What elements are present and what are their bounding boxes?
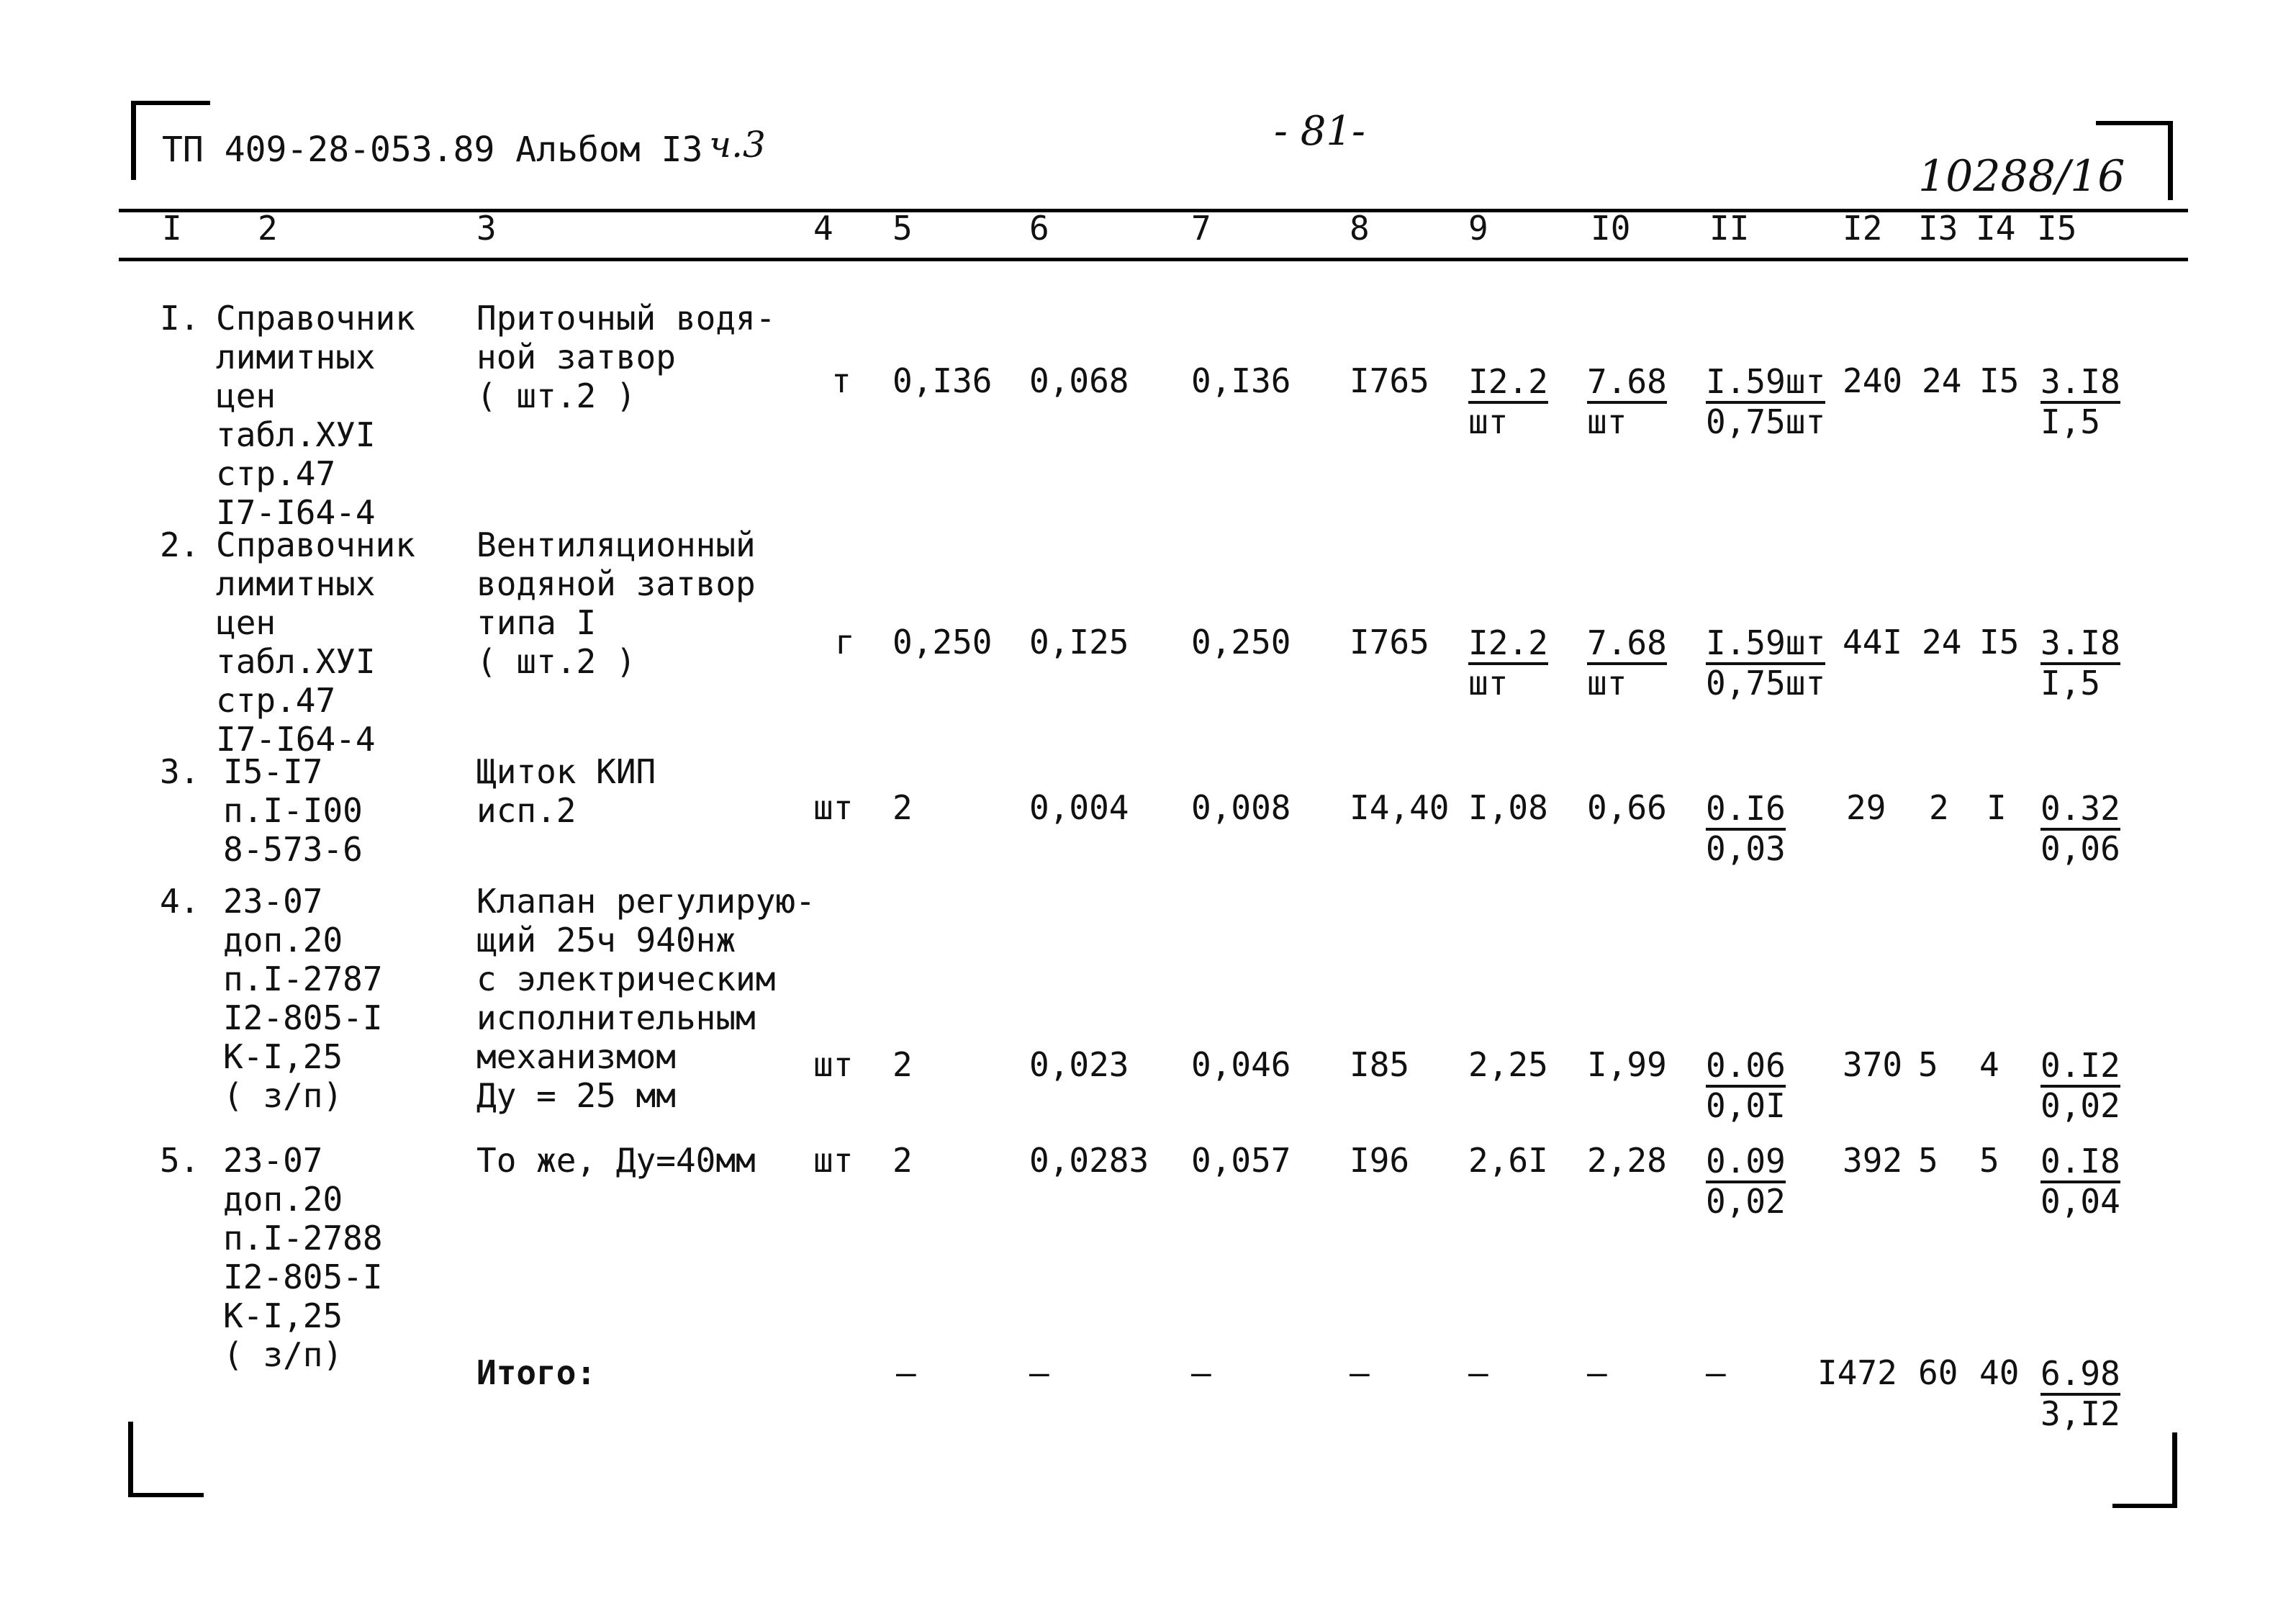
row-5-col8: I96 [1350,1141,1410,1180]
row-1-name: Приточный водя- ной затвор ( шт.2 ) [476,299,776,415]
col-number-10: I0 [1591,209,1631,248]
row-4-col12: 370 [1843,1045,1903,1084]
row-3-col15-fraction [2040,790,2120,867]
row-1-col13: 24 [1922,361,1962,400]
col-number-3: 3 [476,209,497,248]
frame-corner-top-left-vertical [131,101,136,180]
total-col15-num: 6.98 [2040,1355,2120,1396]
document-code: ТП 409-28-053.89 Альбом I3 [162,130,703,170]
row-1-col9-num: I2.2 [1468,364,1548,404]
row-4-col7: 0,046 [1191,1045,1291,1084]
row-3-col8: I4,40 [1350,788,1450,827]
row-1-col10-fraction [1587,364,1667,440]
col-number-11: II [1709,209,1750,248]
row-5-col14: 5 [1979,1141,1999,1180]
row-2-col10-fraction [1587,625,1667,701]
row-3-col11-num: 0.I6 [1706,790,1786,831]
total-col8-dash: – [1350,1353,1370,1392]
row-5-col10: 2,28 [1587,1141,1667,1180]
row-1-col7: 0,I36 [1191,361,1291,400]
row-2-col7: 0,250 [1191,623,1291,662]
row-5-col15-den: 0,04 [2040,1182,2120,1221]
row-5-unit: шт [813,1141,854,1180]
col-number-5: 5 [892,209,913,248]
row-1-col11-den: 0,75шт [1706,402,1826,441]
row-3-col11-den: 0,03 [1706,829,1786,868]
row-2-col9-den: шт [1468,664,1509,703]
row-5-col6: 0,0283 [1029,1141,1149,1180]
row-2-col5: 0,250 [892,623,993,662]
row-1-source: Справочник лимитных цен табл.ХУI стр.47 I7-I64-4 [216,299,415,532]
col-number-7: 7 [1191,209,1211,248]
total-col5-dash: – [896,1353,916,1392]
row-4-col13: 5 [1918,1045,1938,1084]
document-part: ч.3 [709,124,766,166]
total-col11-dash: – [1706,1353,1726,1392]
row-3-col10: 0,66 [1587,788,1667,827]
row-2-col11-den: 0,75шт [1706,664,1826,703]
row-2-col11-fraction [1706,625,1825,701]
row-4-col15-num: 0.I2 [2040,1047,2120,1088]
row-2-col11-num: I.59шт [1706,625,1825,665]
row-3-col14: I [1987,788,2007,827]
total-col15-den: 3,I2 [2040,1394,2120,1433]
col-number-9: 9 [1468,209,1488,248]
row-5-col11-den: 0,02 [1706,1182,1786,1221]
frame-corner-top-right-vertical [2168,121,2173,200]
row-1-col15-fraction [2040,364,2120,440]
row-4-col11-num: 0.06 [1706,1047,1786,1088]
row-2-col10-num: 7.68 [1587,625,1667,665]
row-5-col15-num: 0.I8 [2040,1143,2120,1183]
row-2-col14: I5 [1979,623,2020,662]
header-bottom-rule [119,258,2188,261]
row-4-col10: I,99 [1587,1045,1667,1084]
frame-corner-bottom-right-horizontal [2112,1504,2177,1508]
row-2-col9-num: I2.2 [1468,625,1548,665]
row-1-col11-fraction [1706,364,1825,440]
row-4-unit: шт [813,1045,854,1084]
row-3-col13: 2 [1929,788,1949,827]
row-4-col15-den: 0,02 [2040,1086,2120,1125]
total-col7-dash: – [1191,1353,1211,1392]
row-4-col11-den: 0,0I [1706,1086,1786,1125]
row-4-col15-fraction [2040,1047,2120,1124]
row-2-col9-fraction [1468,625,1548,701]
archive-number: 10288/16 [1918,151,2125,202]
row-2-col15-num: 3.I8 [2040,625,2120,665]
total-col6-dash: – [1029,1353,1049,1392]
row-4-source: 23-07 доп.20 п.I-2787 I2-805-I К-I,25 ( з/п) [223,882,383,1115]
row-5-number: 5. [160,1141,200,1180]
row-2-col6: 0,I25 [1029,623,1129,662]
row-3-name: Щиток КИП исп.2 [476,752,656,830]
row-2-col13: 24 [1922,623,1962,662]
row-1-col5: 0,I36 [892,361,993,400]
row-1-col11-num: I.59шт [1706,364,1825,404]
col-number-6: 6 [1029,209,1049,248]
row-5-col5: 2 [892,1141,913,1180]
row-3-col9: I,08 [1468,788,1548,827]
row-3-col11-fraction [1706,790,1786,867]
row-3-col5: 2 [892,788,913,827]
row-1-col9-fraction [1468,364,1548,440]
total-col15-fraction [2040,1355,2120,1432]
col-number-12: I2 [1843,209,1883,248]
row-4-col9: 2,25 [1468,1045,1548,1084]
col-number-1: I [162,209,182,248]
col-number-2: 2 [258,209,278,248]
row-3-number: 3. [160,752,200,791]
row-1-unit: т [831,361,851,400]
row-2-col12: 44I [1843,623,1903,662]
row-5-name: То же, Ду=40мм [476,1141,756,1180]
row-5-col7: 0,057 [1191,1141,1291,1180]
row-5-col11-num: 0.09 [1706,1143,1786,1183]
row-5-col12: 392 [1843,1141,1903,1180]
row-2-col10-den: шт [1587,664,1627,703]
col-number-14: I4 [1976,209,2016,248]
row-1-col12: 240 [1843,361,1903,400]
row-1-col9-den: шт [1468,402,1509,441]
frame-corner-bottom-right-vertical [2172,1432,2177,1508]
row-3-col12: 29 [1846,788,1886,827]
row-5-source: 23-07 доп.20 п.I-2788 I2-805-I К-I,25 ( з/п) [223,1141,383,1374]
row-4-col14: 4 [1979,1045,1999,1084]
row-5-col13: 5 [1918,1141,1938,1180]
row-4-name: Клапан регулирую- щий 25ч 940нж с электрическим исполнительным механизмом Ду = 25 мм [476,882,815,1115]
col-number-8: 8 [1350,209,1370,248]
frame-corner-top-right-horizontal [2096,121,2173,125]
row-5-col9: 2,6I [1468,1141,1548,1180]
row-1-col10-den: шт [1587,402,1627,441]
row-2-col15-fraction [2040,625,2120,701]
row-3-col15-den: 0,06 [2040,829,2120,868]
row-3-col15-num: 0.32 [2040,790,2120,831]
row-1-col15-num: 3.I8 [2040,364,2120,404]
row-4-col11-fraction [1706,1047,1786,1124]
row-1-col10-num: 7.68 [1587,364,1667,404]
row-5-col11-fraction [1706,1143,1786,1219]
total-col10-dash: – [1587,1353,1607,1392]
row-4-col6: 0,023 [1029,1045,1129,1084]
row-2-col15-den: I,5 [2040,664,2101,703]
row-2-source: Справочник лимитных цен табл.ХУI стр.47 I7-I64-4 [216,525,415,759]
row-1-col14: I5 [1979,361,2020,400]
row-2-col8: I765 [1350,623,1429,662]
frame-corner-bottom-left-horizontal [128,1493,204,1497]
page-number: - 81- [1274,108,1365,155]
col-number-15: I5 [2037,209,2077,248]
total-col13: 60 [1918,1353,1958,1392]
total-col14: 40 [1979,1353,2020,1392]
col-number-4: 4 [813,209,833,248]
row-5-col15-fraction [2040,1143,2120,1219]
row-1-col6: 0,068 [1029,361,1129,400]
row-4-col5: 2 [892,1045,913,1084]
total-col12: I472 [1817,1353,1897,1392]
row-1-number: I. [160,299,200,338]
total-col9-dash: – [1468,1353,1488,1392]
row-2-unit: г [835,623,855,662]
total-label: Итого: [476,1353,597,1392]
row-4-number: 4. [160,882,200,921]
row-3-col6: 0,004 [1029,788,1129,827]
row-2-number: 2. [160,525,200,564]
row-1-col8: I765 [1350,361,1429,400]
row-4-col8: I85 [1350,1045,1410,1084]
row-2-name: Вентиляционный водяной затвор типа I ( шт.2 ) [476,525,756,681]
col-number-13: I3 [1918,209,1958,248]
row-3-col7: 0,008 [1191,788,1291,827]
row-3-source: I5-I7 п.I-I00 8-573-6 [223,752,363,869]
frame-corner-bottom-left-vertical [128,1422,133,1497]
frame-corner-top-left-horizontal [131,101,210,105]
row-1-col15-den: I,5 [2040,402,2101,441]
row-3-unit: шт [813,788,854,827]
